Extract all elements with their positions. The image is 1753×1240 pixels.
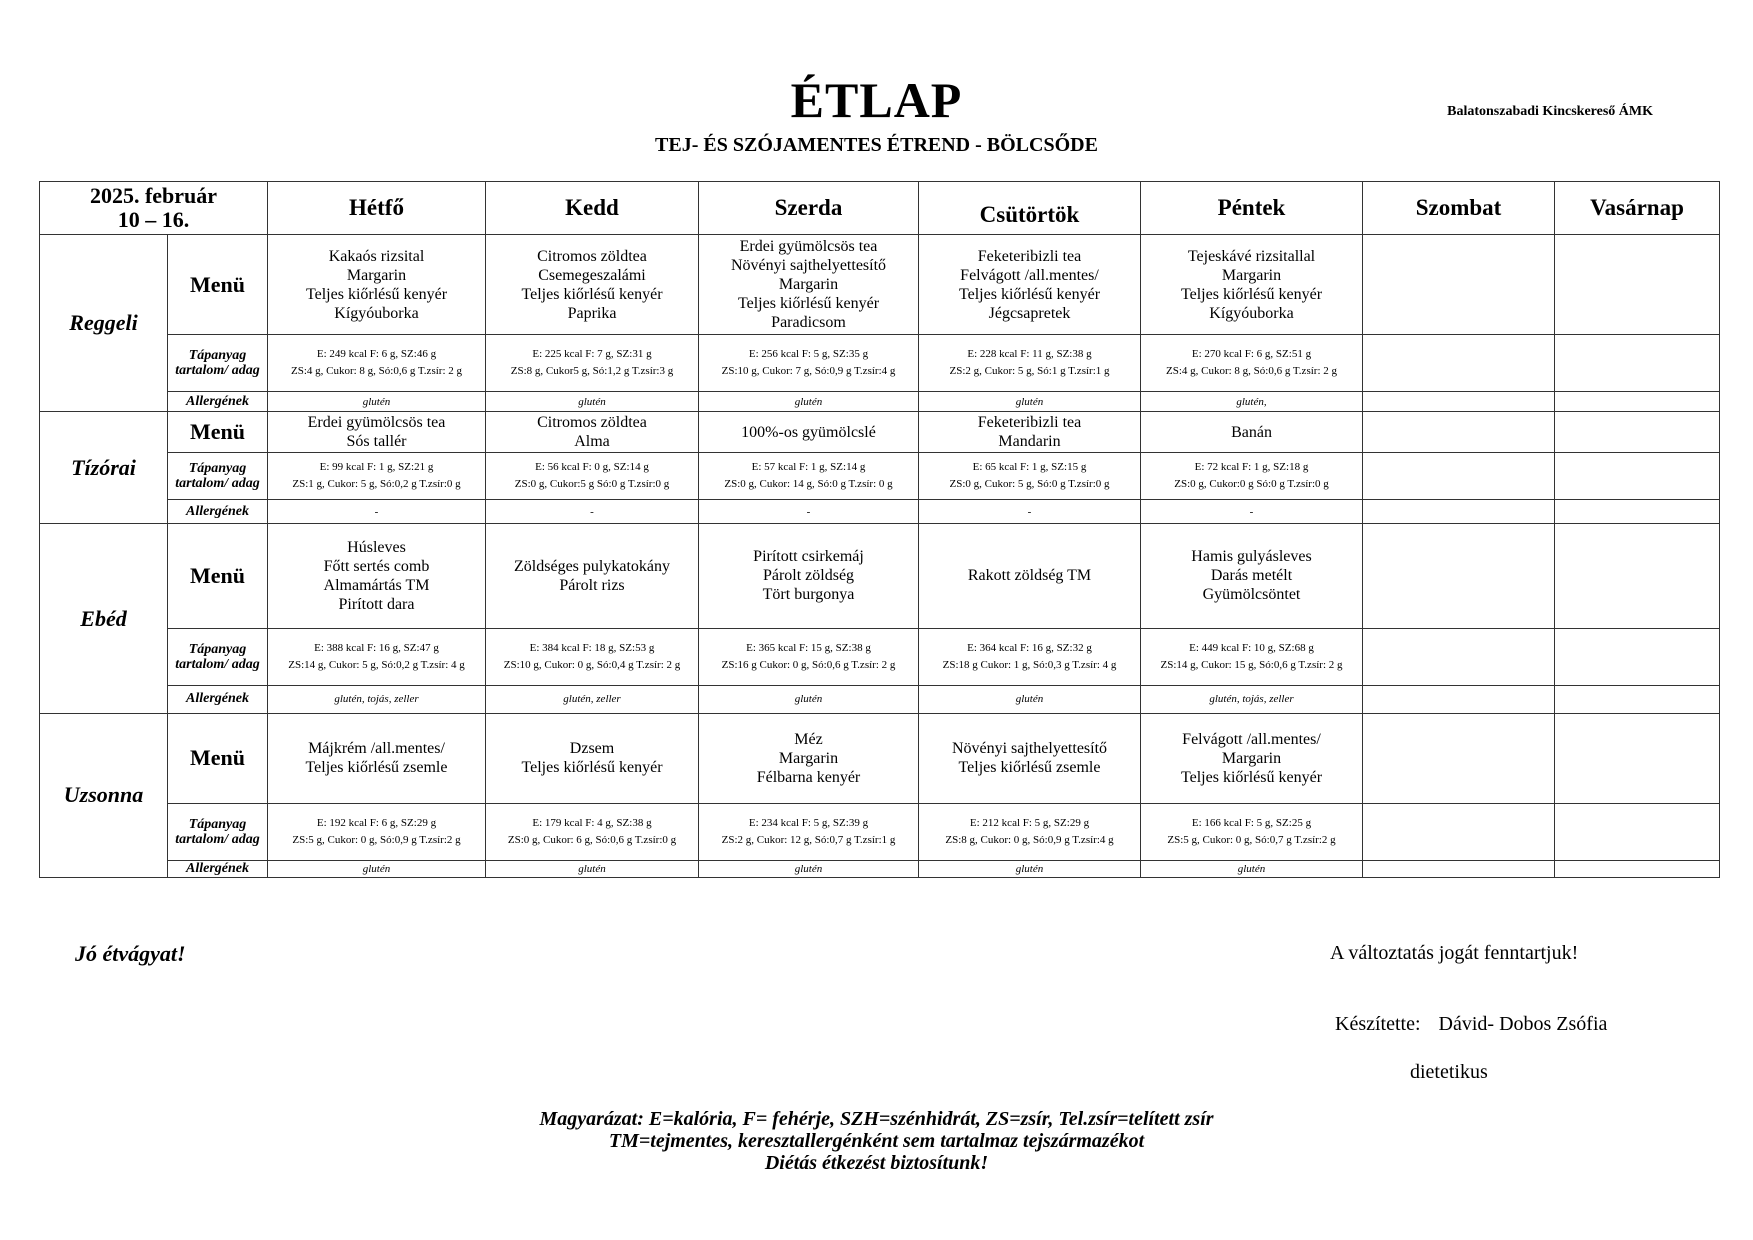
uzsonna-menu-hetfo: Májkrém /all.mentes/ Teljes kiőrlésű zsemle <box>268 713 486 803</box>
reggeli-allergens-szombat <box>1363 392 1555 412</box>
reggeli-nutrition-szerda: E: 256 kcal F: 5 g, SZ:35 g ZS:10 g, Cukor: 7 g, Só:0,9 g T.zsír:4 g <box>699 335 919 392</box>
uzsonna-menu-szerda: Méz Margarin Félbarna kenyér <box>699 713 919 803</box>
prepared-by-role: dietetikus <box>1410 1061 1488 1083</box>
ebed-allergens-row <box>40 685 1720 713</box>
ebed-menu-hetfo: Húsleves Főtt sertés comb Almamártás TM Pirított dara <box>268 524 486 628</box>
reggeli-menu-vasarnap <box>1555 235 1720 335</box>
tizorai-menu-pentek: Banán <box>1141 412 1363 453</box>
tizorai-nutrition-hetfo: E: 99 kcal F: 1 g, SZ:21 g ZS:1 g, Cukor: 5 g, Só:0,2 g T.zsír:0 g <box>268 453 486 500</box>
reggeli-nutrition-kedd: E: 225 kcal F: 7 g, SZ:31 g ZS:8 g, Cukor5 g, Só:1,2 g T.zsír:3 g <box>486 335 699 392</box>
day-header-saturday: Szombat <box>1363 182 1555 235</box>
reggeli-nutrition-hetfo: E: 249 kcal F: 6 g, SZ:46 g ZS:4 g, Cukor: 8 g, Só:0,6 g T.zsír: 2 g <box>268 335 486 392</box>
menu-body <box>40 235 1720 878</box>
row-label-menu: Menü <box>168 524 268 628</box>
tizorai-nutrition-pentek: E: 72 kcal F: 1 g, SZ:18 g ZS:0 g, Cukor:0 g Só:0 g T.zsír:0 g <box>1141 453 1363 500</box>
uzsonna-menu-pentek: Felvágott /all.mentes/ Margarin Teljes kiőrlésű kenyér <box>1141 713 1363 803</box>
tizorai-allergens-szerda: - <box>699 500 919 524</box>
uzsonna-nutrition-hetfo: E: 192 kcal F: 6 g, SZ:29 g ZS:5 g, Cukor: 0 g, Só:0,9 g T.zsír:2 g <box>268 803 486 860</box>
ebed-allergens-szombat <box>1363 685 1555 713</box>
ebed-allergens-szerda: glutén <box>699 685 919 713</box>
meal-name-tizorai: Tízórai <box>40 412 168 524</box>
tizorai-menu-vasarnap <box>1555 412 1720 453</box>
meal-name-uzsonna: Uzsonna <box>40 713 168 877</box>
ebed-menu-row <box>40 524 1720 628</box>
ebed-menu-szerda: Pirított csirkemáj Párolt zöldség Tört burgonya <box>699 524 919 628</box>
prepared-by-name: Dávid- Dobos Zsófia <box>1438 1013 1608 1035</box>
ebed-nutrition-hetfo: E: 388 kcal F: 16 g, SZ:47 g ZS:14 g, Cukor: 5 g, Só:0,2 g T.zsír: 4 g <box>268 628 486 685</box>
page-title: ÉTLAP <box>790 72 963 128</box>
uzsonna-nutrition-szombat <box>1363 803 1555 860</box>
row-label-nutrition: Tápanyag tartalom/ adag <box>168 335 268 392</box>
reggeli-menu-kedd: Citromos zöldtea Csemegeszalámi Teljes kiőrlésű kenyér Paprika <box>486 235 699 335</box>
reggeli-nutrition-row <box>40 335 1720 392</box>
reggeli-allergens-vasarnap <box>1555 392 1720 412</box>
meal-name-reggeli: Reggeli <box>40 235 168 412</box>
uzsonna-allergens-hetfo: glutén <box>268 860 486 877</box>
row-label-nutrition: Tápanyag tartalom/ adag <box>168 628 268 685</box>
reggeli-allergens-hetfo: glutén <box>268 392 486 412</box>
uzsonna-allergens-csutortok: glutén <box>919 860 1141 877</box>
ebed-nutrition-csutortok: E: 364 kcal F: 16 g, SZ:32 g ZS:18 g Cukor: 1 g, Só:0,3 g T.zsír: 4 g <box>919 628 1141 685</box>
legend-line-3: Diétás étkezést biztosítunk! <box>764 1152 989 1174</box>
row-label-allergens: Allergének <box>168 860 268 877</box>
tizorai-menu-szerda: 100%-os gyümölcslé <box>699 412 919 453</box>
row-label-menu: Menü <box>168 235 268 335</box>
tizorai-menu-csutortok: Feketeribizli tea Mandarin <box>919 412 1141 453</box>
prepared-by-label: Készítette: <box>1335 1013 1421 1035</box>
reggeli-allergens-row <box>40 392 1720 412</box>
reggeli-menu-szerda: Erdei gyümölcsös tea Növényi sajthelyettesítő Margarin Teljes kiőrlésű kenyér Paradicsom <box>699 235 919 335</box>
tizorai-menu-hetfo: Erdei gyümölcsös tea Sós tallér <box>268 412 486 453</box>
uzsonna-menu-kedd: Dzsem Teljes kiőrlésű kenyér <box>486 713 699 803</box>
ebed-allergens-vasarnap <box>1555 685 1720 713</box>
uzsonna-allergens-kedd: glutén <box>486 860 699 877</box>
uzsonna-allergens-szombat <box>1363 860 1555 877</box>
uzsonna-allergens-pentek: glutén <box>1141 860 1363 877</box>
uzsonna-nutrition-pentek: E: 166 kcal F: 5 g, SZ:25 g ZS:5 g, Cukor: 0 g, Só:0,7 g T.zsír:2 g <box>1141 803 1363 860</box>
uzsonna-menu-row <box>40 713 1720 803</box>
meal-name-ebed: Ebéd <box>40 524 168 713</box>
reggeli-nutrition-csutortok: E: 228 kcal F: 11 g, SZ:38 g ZS:2 g, Cukor: 5 g, Só:1 g T.zsír:1 g <box>919 335 1141 392</box>
ebed-allergens-kedd: glutén, zeller <box>486 685 699 713</box>
reggeli-menu-csutortok: Feketeribizli tea Felvágott /all.mentes/ Teljes kiőrlésű kenyér Jégcsapretek <box>919 235 1141 335</box>
ebed-nutrition-szerda: E: 365 kcal F: 15 g, SZ:38 g ZS:16 g Cukor: 0 g, Só:0,6 g T.zsír: 2 g <box>699 628 919 685</box>
tizorai-allergens-vasarnap <box>1555 500 1720 524</box>
day-header-sunday: Vasárnap <box>1555 182 1720 235</box>
uzsonna-nutrition-szerda: E: 234 kcal F: 5 g, SZ:39 g ZS:2 g, Cukor: 12 g, Só:0,7 g T.zsír:1 g <box>699 803 919 860</box>
day-header-tuesday: Kedd <box>486 182 699 235</box>
ebed-nutrition-row <box>40 628 1720 685</box>
ebed-nutrition-kedd: E: 384 kcal F: 18 g, SZ:53 g ZS:10 g, Cukor: 0 g, Só:0,4 g T.zsír: 2 g <box>486 628 699 685</box>
reggeli-menu-hetfo: Kakaós rizsital Margarin Teljes kiőrlésű kenyér Kígyóuborka <box>268 235 486 335</box>
uzsonna-nutrition-row <box>40 803 1720 860</box>
ebed-menu-szombat <box>1363 524 1555 628</box>
row-label-allergens: Allergének <box>168 392 268 412</box>
uzsonna-allergens-vasarnap <box>1555 860 1720 877</box>
tizorai-nutrition-row <box>40 453 1720 500</box>
uzsonna-allergens-szerda: glutén <box>699 860 919 877</box>
reggeli-nutrition-vasarnap <box>1555 335 1720 392</box>
reggeli-allergens-kedd: glutén <box>486 392 699 412</box>
legend-line-1: Magyarázat: E=kalória, F= fehérje, SZH=szénhidrát, ZS=zsír, Tel.zsír=telített zsír <box>539 1108 1214 1130</box>
ebed-menu-pentek: Hamis gulyásleves Darás metélt Gyümölcsöntet <box>1141 524 1363 628</box>
date-range <box>40 182 268 235</box>
legend <box>0 1108 1753 1174</box>
ebed-menu-csutortok: Rakott zöldség TM <box>919 524 1141 628</box>
header-row <box>40 182 1720 235</box>
date-month: 2025. február <box>89 183 218 208</box>
tizorai-menu-row <box>40 412 1720 453</box>
tizorai-nutrition-vasarnap <box>1555 453 1720 500</box>
disclaimer: A változtatás jogát fenntartjuk! <box>1330 942 1579 964</box>
tizorai-nutrition-kedd: E: 56 kcal F: 0 g, SZ:14 g ZS:0 g, Cukor:5 g Só:0 g T.zsír:0 g <box>486 453 699 500</box>
ebed-nutrition-pentek: E: 449 kcal F: 10 g, SZ:68 g ZS:14 g, Cukor: 15 g, Só:0,6 g T.zsír: 2 g <box>1141 628 1363 685</box>
ebed-nutrition-vasarnap <box>1555 628 1720 685</box>
ebed-menu-vasarnap <box>1555 524 1720 628</box>
ebed-nutrition-szombat <box>1363 628 1555 685</box>
tizorai-allergens-hetfo: - <box>268 500 486 524</box>
day-header-thursday: Csütörtök <box>919 182 1141 235</box>
reggeli-menu-row <box>40 235 1720 335</box>
tizorai-allergens-row <box>40 500 1720 524</box>
legend-line-2: TM=tejmentes, keresztallergénként sem tartalmaz tejszármazékot <box>608 1130 1145 1152</box>
reggeli-allergens-szerda: glutén <box>699 392 919 412</box>
reggeli-allergens-pentek: glutén, <box>1141 392 1363 412</box>
day-header-monday: Hétfő <box>268 182 486 235</box>
greeting: Jó étvágyat! <box>75 941 186 966</box>
organization-name: Balatonszabadi Kincskereső ÁMK <box>1447 104 1653 119</box>
day-header-wednesday: Szerda <box>699 182 919 235</box>
reggeli-menu-pentek: Tejeskávé rizsitallal Margarin Teljes kiőrlésű kenyér Kígyóuborka <box>1141 235 1363 335</box>
row-label-nutrition: Tápanyag tartalom/ adag <box>168 803 268 860</box>
uzsonna-nutrition-vasarnap <box>1555 803 1720 860</box>
row-label-menu: Menü <box>168 412 268 453</box>
tizorai-menu-szombat <box>1363 412 1555 453</box>
reggeli-nutrition-szombat <box>1363 335 1555 392</box>
tizorai-nutrition-csutortok: E: 65 kcal F: 1 g, SZ:15 g ZS:0 g, Cukor: 5 g, Só:0 g T.zsír:0 g <box>919 453 1141 500</box>
tizorai-menu-kedd: Citromos zöldtea Alma <box>486 412 699 453</box>
ebed-allergens-hetfo: glutén, tojás, zeller <box>268 685 486 713</box>
row-label-menu: Menü <box>168 713 268 803</box>
tizorai-allergens-kedd: - <box>486 500 699 524</box>
uzsonna-menu-csutortok: Növényi sajthelyettesítő Teljes kiőrlésű zsemle <box>919 713 1141 803</box>
uzsonna-nutrition-csutortok: E: 212 kcal F: 5 g, SZ:29 g ZS:8 g, Cukor: 0 g, Só:0,9 g T.zsír:4 g <box>919 803 1141 860</box>
tizorai-allergens-pentek: - <box>1141 500 1363 524</box>
ebed-menu-kedd: Zöldséges pulykatokány Párolt rizs <box>486 524 699 628</box>
uzsonna-menu-vasarnap <box>1555 713 1720 803</box>
uzsonna-allergens-row <box>40 860 1720 877</box>
tizorai-nutrition-szerda: E: 57 kcal F: 1 g, SZ:14 g ZS:0 g, Cukor: 14 g, Só:0 g T.zsír: 0 g <box>699 453 919 500</box>
row-label-nutrition: Tápanyag tartalom/ adag <box>168 453 268 500</box>
menu-table <box>39 181 1720 878</box>
reggeli-nutrition-pentek: E: 270 kcal F: 6 g, SZ:51 g ZS:4 g, Cukor: 8 g, Só:0,6 g T.zsír: 2 g <box>1141 335 1363 392</box>
ebed-allergens-pentek: glutén, tojás, zeller <box>1141 685 1363 713</box>
row-label-allergens: Allergének <box>168 500 268 524</box>
tizorai-allergens-csutortok: - <box>919 500 1141 524</box>
tizorai-nutrition-szombat <box>1363 453 1555 500</box>
ebed-allergens-csutortok: glutén <box>919 685 1141 713</box>
reggeli-menu-szombat <box>1363 235 1555 335</box>
reggeli-allergens-csutortok: glutén <box>919 392 1141 412</box>
page-subtitle: TEJ- ÉS SZÓJAMENTES ÉTREND - BÖLCSŐDE <box>655 134 1098 156</box>
prepared-by <box>1335 1013 1607 1036</box>
day-header-friday: Péntek <box>1141 182 1363 235</box>
uzsonna-menu-szombat <box>1363 713 1555 803</box>
tizorai-allergens-szombat <box>1363 500 1555 524</box>
row-label-allergens: Allergének <box>168 685 268 713</box>
uzsonna-nutrition-kedd: E: 179 kcal F: 4 g, SZ:38 g ZS:0 g, Cukor: 6 g, Só:0,6 g T.zsír:0 g <box>486 803 699 860</box>
date-days: 10 – 16. <box>117 207 190 232</box>
